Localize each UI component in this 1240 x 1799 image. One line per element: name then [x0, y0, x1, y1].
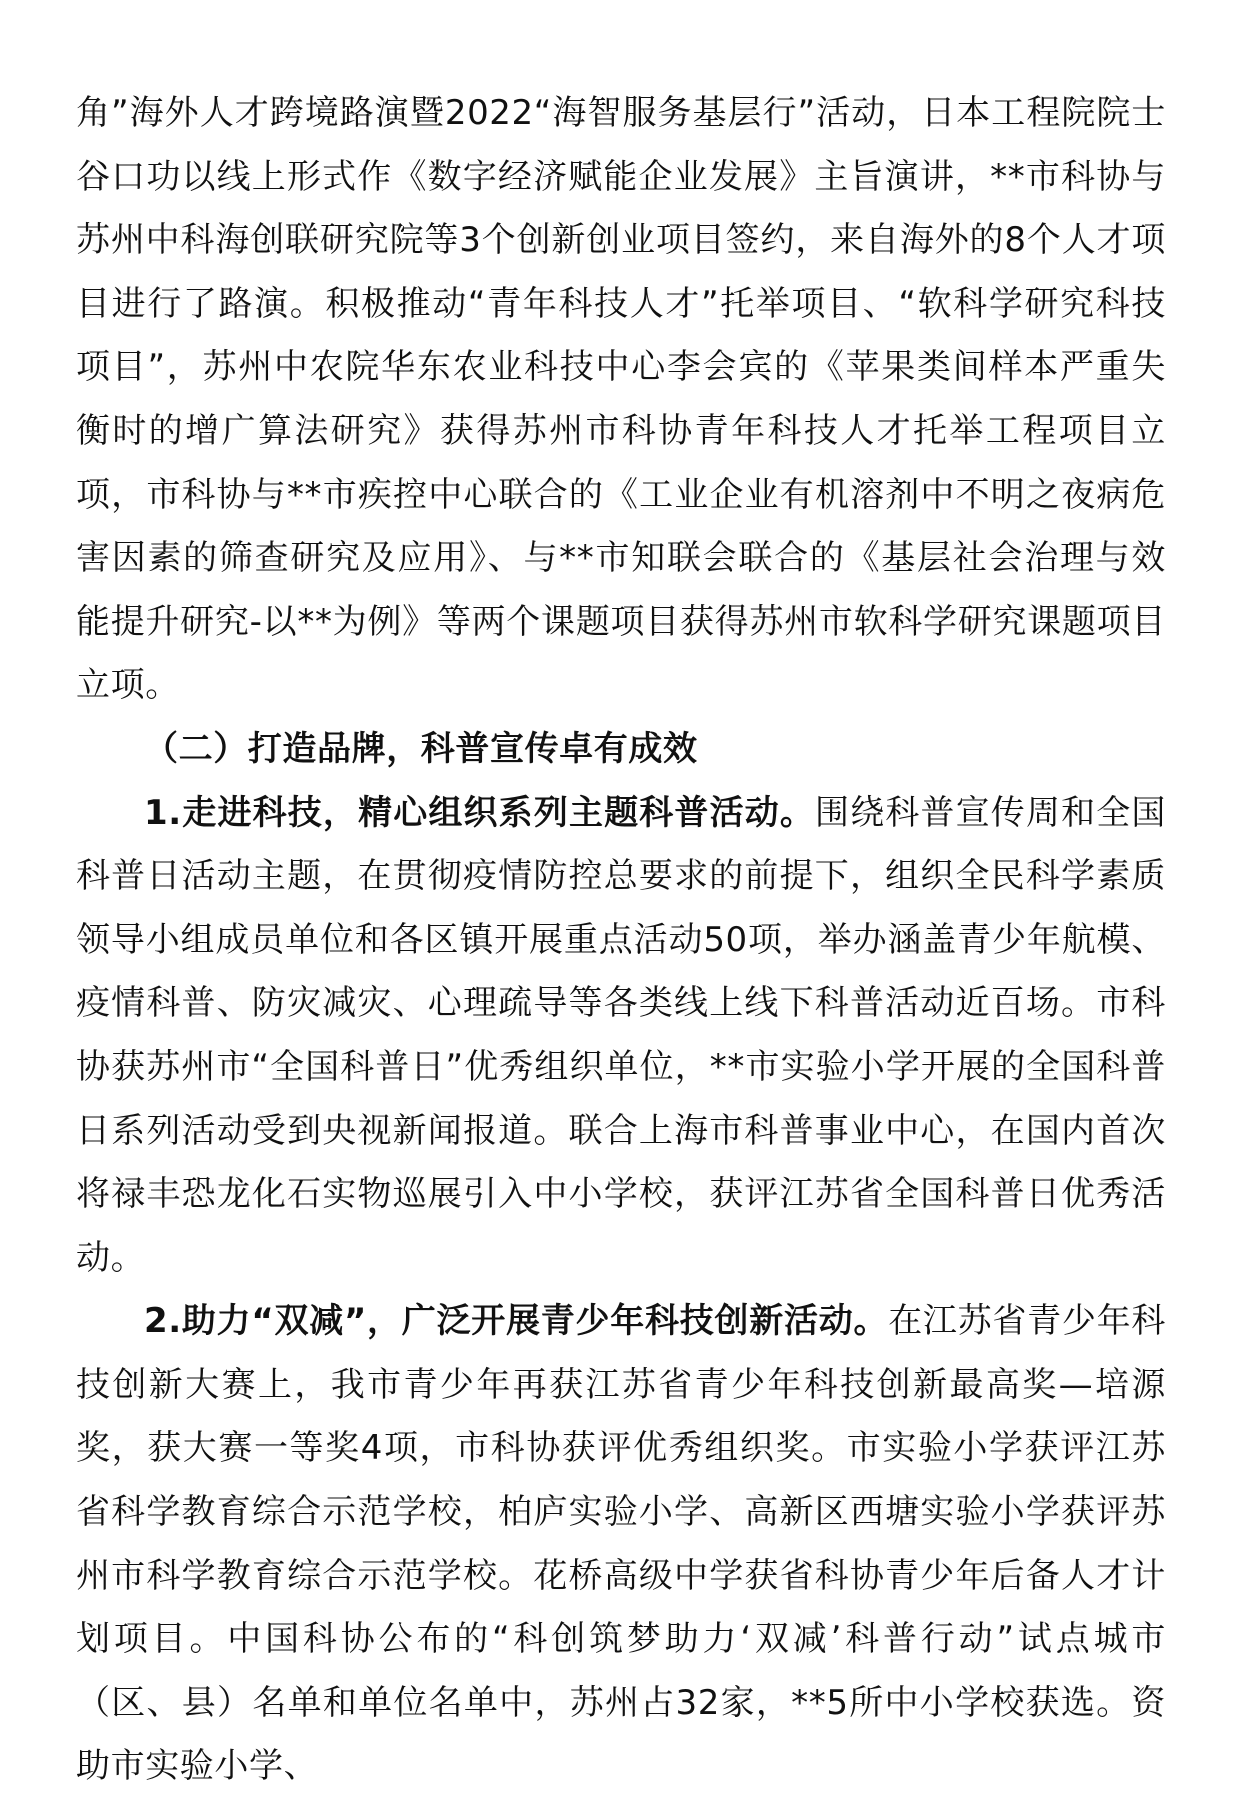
item-2-title: 2.助力“双减”，广泛开展青少年科技创新活动。 [144, 1301, 889, 1342]
section-heading: （二）打造品牌，科普宣传卓有成效 [144, 728, 698, 769]
continued-paragraph: 角”海外人才跨境路演暨2022“海智服务基层行”活动，日本工程院院士谷口功以线上形式作《数字经济赋能企业发展》主旨演讲，**市科协与苏州中科海创联研究院等3个创新创业项目签约，来自海外的8个人才项目进行了路演。积极推动“青年科技人才”托举项目、“软科学研究科技项目”，苏州中农院华东农业科技中心李会宾的《苹果类间样本严重失衡时的增广算法研究》获得苏州市科协青年科技人才托举工程项目立项，市科协与**市疾控中心联合的《工业企业有机溶剂中不明之夜病危害因素的筛查研究及应用》、与**市知联会联合的《基层社会治理与效能提升研究-以**为例》等两个课题项目获得苏州市软科学研究课题项目立项。 [76, 93, 1166, 706]
item-2-paragraph [76, 1290, 1166, 1799]
document-page [76, 82, 1166, 1799]
item-2-body: 在江苏省青少年科技创新大赛上，我市青少年再获江苏省青少年科技创新最高奖—培源奖，获大赛一等奖4项，市科协获评优秀组织奖。市实验小学获评江苏省科学教育综合示范学校，柏庐实验小学、高新区西塘实验小学获评苏州市科学教育综合示范学校。花桥高级中学获省科协青少年后备人才计划项目。中国科协公布的“科创筑梦助力‘双减’科普行动”试点城市（区、县）名单和单位名单中，苏州占32家，**5所中小学校获选。资助市实验小学、 [76, 1301, 1166, 1787]
item-1-body: 围绕科普宣传周和全国科普日活动主题，在贯彻疫情防控总要求的前提下，组织全民科学素质领导小组成员单位和各区镇开展重点活动50项，举办涵盖青少年航模、疫情科普、防灾减灾、心理疏导等各类线上线下科普活动近百场。市科协获苏州市“全国科普日”优秀组织单位，**市实验小学开展的全国科普日系列活动受到央视新闻报道。联合上海市科普事业中心，在国内首次将禄丰恐龙化石实物巡展引入中小学校，获评江苏省全国科普日优秀活动。 [76, 792, 1167, 1278]
item-1-paragraph [76, 782, 1166, 1291]
item-1-title: 1.走进科技，精心组织系列主题科普活动。 [144, 792, 816, 833]
